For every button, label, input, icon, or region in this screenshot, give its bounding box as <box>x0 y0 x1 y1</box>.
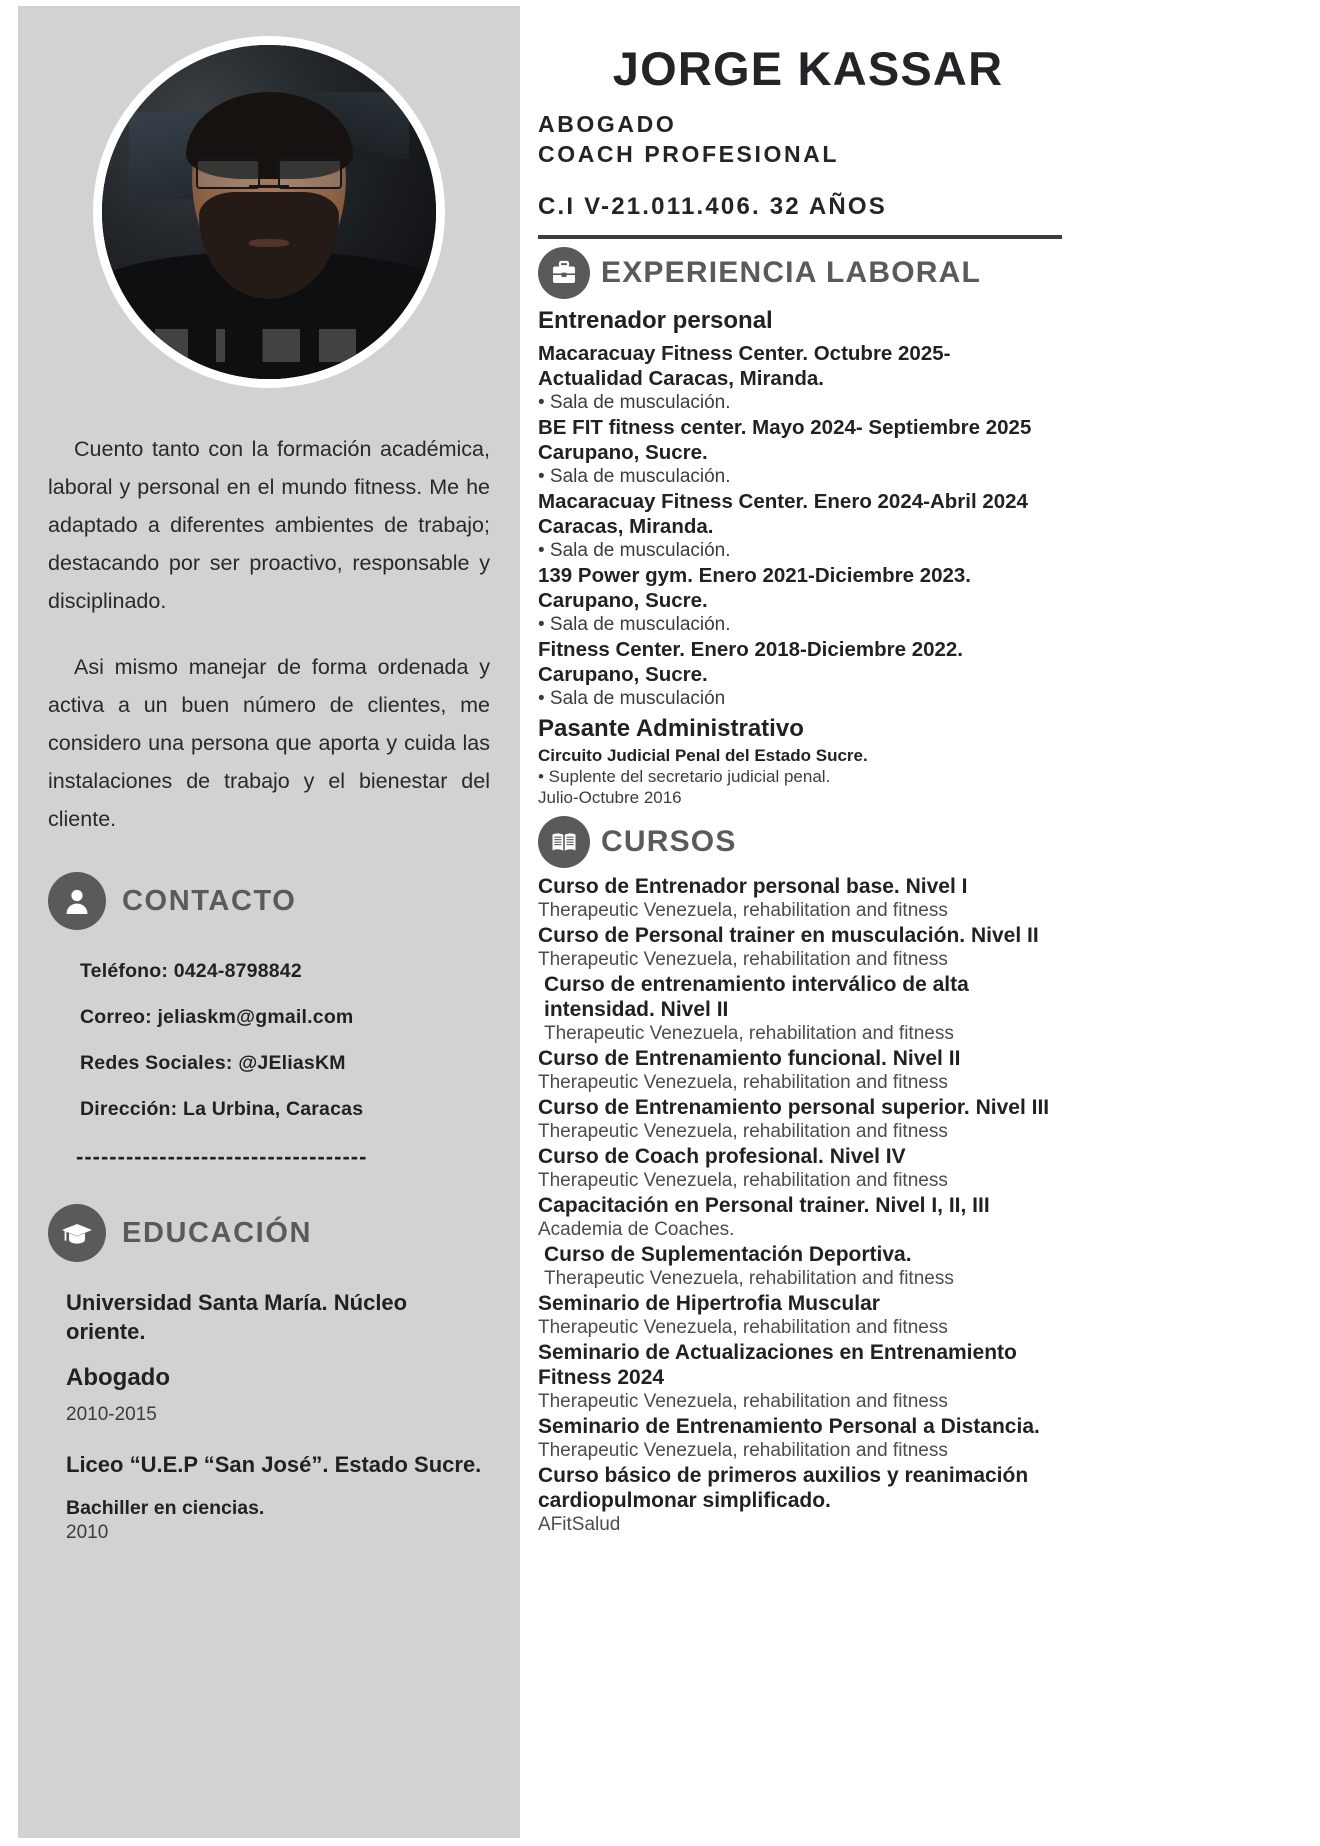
role-line-1: ABOGADO <box>538 111 677 138</box>
contact-address: Dirección: La Urbina, Caracas <box>80 1098 364 1120</box>
experience-section-header <box>538 247 1078 299</box>
education-section-header <box>48 1204 490 1262</box>
course-organization: Therapeutic Venezuela, rehabilitation and fitness <box>538 1317 948 1339</box>
contact-list <box>48 960 490 1121</box>
course-item <box>538 1242 1078 1291</box>
experience-location: Caracas, Miranda. <box>538 515 714 539</box>
course-name: Seminario de Entrenamiento Personal a Distancia. <box>538 1415 1040 1439</box>
course-organization: Therapeutic Venezuela, rehabilitation and fitness <box>538 1121 948 1143</box>
course-name: Seminario de Hipertrofia Muscular <box>538 1292 880 1316</box>
course-item <box>538 1340 1078 1414</box>
experience-role-title: Entrenador personal <box>538 307 773 335</box>
experience-item <box>538 637 1078 711</box>
identification-line: C.I V-21.011.406. 32 AÑOS <box>538 193 887 221</box>
experience-bullet: • Sala de musculación <box>538 688 726 710</box>
contact-section-title: CONTACTO <box>122 884 297 917</box>
book-icon <box>538 816 590 868</box>
experience-bullet: • Sala de musculación. <box>538 540 731 562</box>
course-name: Capacitación en Personal trainer. Nivel I, II, III <box>538 1194 990 1218</box>
experience-section-title: EXPERIENCIA LABORAL <box>601 256 982 290</box>
course-item <box>538 1463 1078 1537</box>
contact-email: Correo: jeliaskm@gmail.com <box>80 1006 354 1028</box>
course-item <box>538 972 1078 1046</box>
course-organization: Therapeutic Venezuela, rehabilitation and fitness <box>538 1391 948 1413</box>
contact-phone: Teléfono: 0424-8798842 <box>80 960 302 982</box>
course-name: Curso básico de primeros auxilios y reanimación cardiopulmonar simplificado. <box>538 1464 1029 1513</box>
experience-employer-dates: 139 Power gym. Enero 2021-Diciembre 2023. <box>538 564 972 588</box>
experience-employer-dates: Macaracuay Fitness Center. Octubre 2025- <box>538 342 951 366</box>
education-entry <box>66 1288 490 1426</box>
experience-employer-dates: BE FIT fitness center. Mayo 2024- Septiembre 2025 <box>538 416 1032 440</box>
glasses-icon <box>196 159 343 189</box>
internship-role-title: Pasante Administrativo <box>538 715 804 743</box>
education-institution: Liceo “U.E.P “San José”. Estado Sucre. <box>66 1452 482 1477</box>
course-name: Curso de Entrenamiento personal superior. Nivel III <box>538 1096 1050 1120</box>
experience-item <box>538 489 1078 563</box>
sidebar <box>18 6 520 1838</box>
course-organization: Therapeutic Venezuela, rehabilitation and fitness <box>544 1268 954 1290</box>
education-entry <box>66 1450 490 1544</box>
course-item <box>538 1193 1078 1242</box>
experience-item <box>538 415 1078 489</box>
internship-item <box>538 745 1078 808</box>
summary-paragraph-1: Cuento tanto con la formación académica, laboral y personal en el mundo fitness. Me he adaptado a diferentes ambientes de trabajo; destacando por ser proactivo, responsable y disciplinado. <box>48 437 490 613</box>
course-item <box>538 874 1078 923</box>
course-name: Seminario de Actualizaciones en Entrenamiento Fitness 2024 <box>538 1341 1017 1390</box>
course-organization: AFitSalud <box>538 1514 621 1536</box>
experience-location: Carupano, Sucre. <box>538 663 708 687</box>
briefcase-icon <box>538 247 590 299</box>
person-icon <box>48 872 106 930</box>
course-organization: Therapeutic Venezuela, rehabilitation and fitness <box>538 1440 948 1462</box>
role-line-2: COACH PROFESIONAL <box>538 141 840 168</box>
education-degree: Bachiller en ciencias. <box>66 1497 265 1519</box>
course-name: Curso de Suplementación Deportiva. <box>544 1243 912 1267</box>
page-title: JORGE KASSAR <box>612 42 1004 95</box>
internship-dates: Julio-Octubre 2016 <box>538 788 682 808</box>
education-years: 2010 <box>66 1522 109 1543</box>
course-name: Curso de Personal trainer en musculación. Nivel II <box>538 924 1039 948</box>
experience-item <box>538 341 1078 415</box>
education-degree: Abogado <box>66 1364 170 1391</box>
education-years: 2010-2015 <box>66 1404 157 1425</box>
divider: ----------------------------------- <box>76 1144 368 1169</box>
course-item <box>538 1414 1078 1463</box>
experience-location: Actualidad Caracas, Miranda. <box>538 367 824 391</box>
course-name: Curso de entrenamiento interválico de alta intensidad. Nivel II <box>544 973 969 1022</box>
internship-organization: Circuito Judicial Penal del Estado Sucre. <box>538 746 868 766</box>
resume-sheet <box>18 6 1104 1838</box>
contact-social: Redes Sociales: @JEliasKM <box>80 1052 346 1074</box>
course-item <box>538 923 1078 972</box>
experience-item <box>538 563 1078 637</box>
education-institution: Universidad Santa María. Núcleo oriente. <box>66 1290 408 1344</box>
courses-section-header <box>538 816 1078 868</box>
course-name: Curso de Coach profesional. Nivel IV <box>538 1145 906 1169</box>
education-entries <box>48 1288 490 1544</box>
course-organization: Therapeutic Venezuela, rehabilitation and fitness <box>544 1023 954 1045</box>
course-name: Curso de Entrenamiento funcional. Nivel II <box>538 1047 961 1071</box>
profile-photo-frame <box>93 36 445 388</box>
experience-employer-dates: Fitness Center. Enero 2018-Diciembre 2022. <box>538 638 964 662</box>
course-item <box>538 1046 1078 1095</box>
profile-photo <box>102 45 436 379</box>
experience-bullet: • Sala de musculación. <box>538 466 731 488</box>
experience-location: Carupano, Sucre. <box>538 441 708 465</box>
contact-section-header <box>48 872 490 930</box>
summary-paragraph-2: Asi mismo manejar de forma ordenada y activa a un buen número de clientes, me considero una persona que aporta y cuida las instalaciones de trabajo y el bienestar del cliente. <box>48 655 490 831</box>
experience-location: Carupano, Sucre. <box>538 589 708 613</box>
course-organization: Therapeutic Venezuela, rehabilitation and fitness <box>538 900 948 922</box>
experience-employer-dates: Macaracuay Fitness Center. Enero 2024-Abril 2024 <box>538 490 1028 514</box>
courses-section-title: CURSOS <box>601 825 737 859</box>
course-organization: Therapeutic Venezuela, rehabilitation and fitness <box>538 1170 948 1192</box>
course-item <box>538 1144 1078 1193</box>
experience-bullet: • Sala de musculación. <box>538 614 731 636</box>
graduation-cap-icon <box>48 1204 106 1262</box>
course-name: Curso de Entrenador personal base. Nivel I <box>538 875 968 899</box>
main-content <box>520 6 1104 1838</box>
course-organization: Therapeutic Venezuela, rehabilitation and fitness <box>538 949 948 971</box>
header-divider <box>538 235 1062 239</box>
course-organization: Therapeutic Venezuela, rehabilitation and fitness <box>538 1072 948 1094</box>
course-organization: Academia de Coaches. <box>538 1219 735 1241</box>
internship-bullet: • Suplente del secretario judicial penal. <box>538 767 831 787</box>
education-section-title: EDUCACIÓN <box>122 1216 313 1249</box>
experience-bullet: • Sala de musculación. <box>538 392 731 414</box>
course-item <box>538 1095 1078 1144</box>
course-item <box>538 1291 1078 1340</box>
profile-summary <box>48 430 490 838</box>
